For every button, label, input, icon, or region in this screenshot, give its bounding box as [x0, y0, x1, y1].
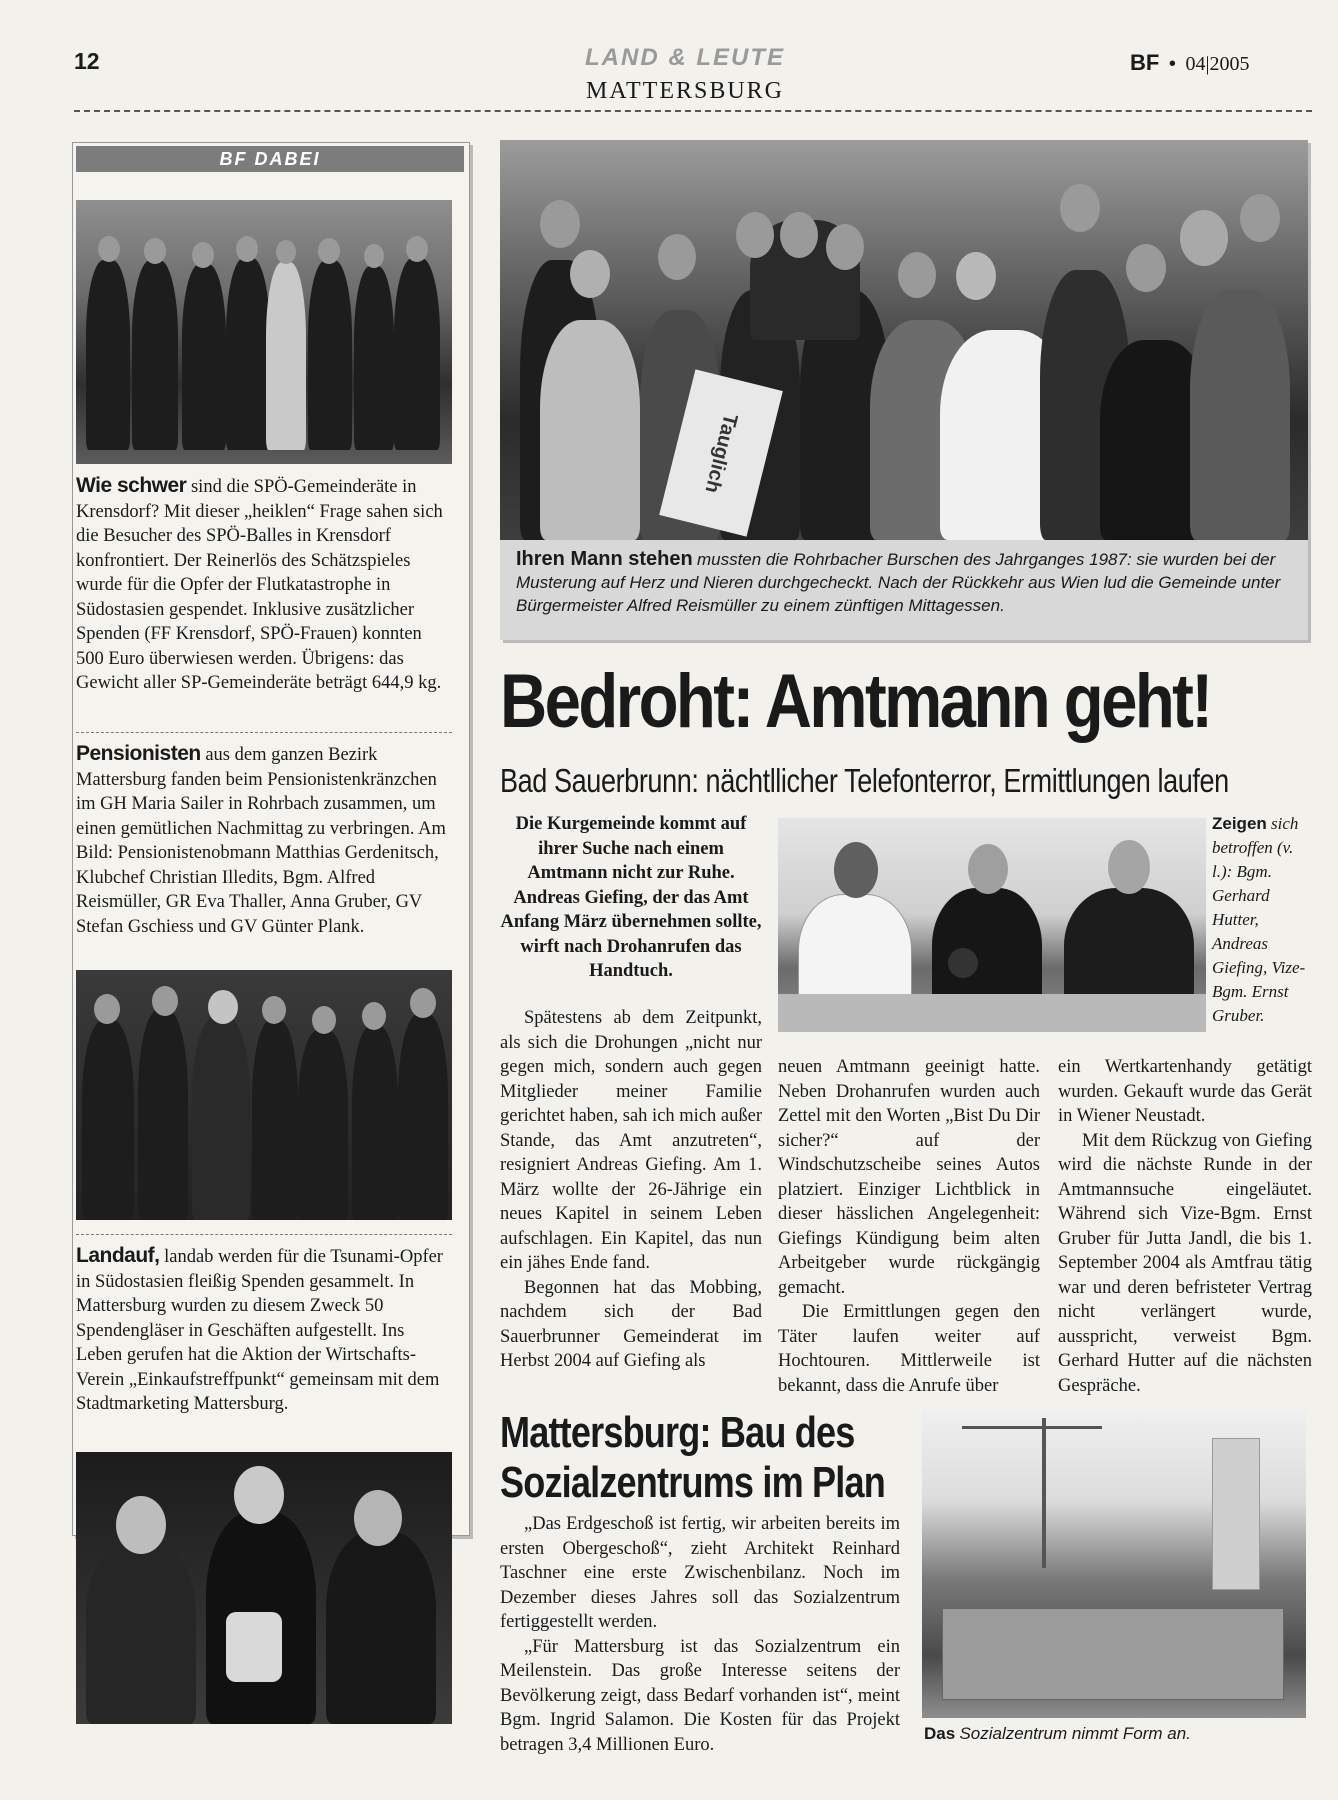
item1-text: sind die SPÖ-Gemeinderäte in Krensdorf? Mit dieser „heiklen“ Frage sahen sich die Besucher des SPÖ-Balles in Krensdorf konfrontiert. Der Reinerlös des Schätzspieles wurde für die Opfer der Flutkatastrophe in Südostasien gespendet. Inklusive zusätzlicher Spenden (FF Krensdorf, SPÖ-Frauen) konnten 500 Euro überwiesen werden. Übrigens: das Gewicht aller SP-Gemeinderäte beträgt 644,9 kg. [76, 477, 443, 693]
item3-text: landab werden für die Tsunami-Opfer in Südostasien fleißig Spenden gesammelt. In Mattersburg wurden zu diesem Zweck 50 Spendengläser in Geschäften aufgestellt. Ins Leben gerufen hat die Aktion der Wirtschafts-Verein „Einkaufstreffpunkt“ gemeinsam mit dem Stadtmarketing Mattersburg. [76, 1247, 443, 1414]
col3-para-2: Mit dem Rückzug von Giefing wird die nächste Runde in der Amtmannsuche eingeläutet. Während sich Vize-Bgm. Ernst Gruber für Jutta Jandl, die bis 1. September 2004 als Amtfrau tätig war und deren befristeter Vertrag nicht verlängert wurde, ausspricht, verweist Bgm. Gerhard Hutter auf die nächsten Gespräche. [1058, 1130, 1312, 1396]
caption-right-text: sich betroffen (v. l.): Bgm. Gerhard Hutter, Andreas Giefing, Vize-Bgm. Ernst Gruber. [1212, 814, 1306, 1025]
sidebar-banner: BF DABEI [76, 146, 464, 172]
issue-date: 04|2005 [1185, 53, 1250, 75]
second-headline-line-1: Mattersburg: Bau des [500, 1408, 855, 1457]
col2-para-1: neuen Amtmann geeinigt hatte. Neben Drohanrufen wurden auch Zettel mit den Worten „Bist Du Dir sicher?“ auf der Windschutzscheibe seines Autos platziert. Einziger Lichtblick in dieser hässlichen Angelegenheit: Giefings Kündigung beim alten Arbeitgeber wurde rückgängig gemacht. [778, 1057, 1040, 1298]
photo-bad-sauerbrunn [778, 818, 1206, 1032]
sozialzentrum-caption [924, 1724, 1308, 1744]
microphone-icon [948, 948, 978, 978]
top-caption-kicker: Ihren Mann stehen [516, 548, 693, 570]
item2-kicker: Pensionisten [76, 742, 201, 765]
crane-icon [1042, 1418, 1046, 1568]
item2-text: aus dem ganzen Bezirk Mattersburg fanden beim Pensionistenkränzchen im GH Maria Sailer in Rohrbach zusammen, um einen gemütlichen Nachmittag zu verbringen. Am Bild: Pensionistenobmann Matthias Gerdenitsch, Klubchef Christian Illedits, Bgm. Alfred Reismüller, GR Eva Thaller, Anna Gruber, GV Stefan Gschiess und GV Günter Plank. [76, 745, 446, 937]
subsection-title: MATTERSBURG [585, 78, 785, 104]
main-column-3 [1058, 1055, 1312, 1398]
sidebar-divider-1 [76, 732, 452, 733]
second-article-body [500, 1512, 900, 1757]
photo-spoe-ball [76, 200, 452, 464]
top-photo-caption [516, 548, 1296, 617]
sidebar-item-1 [76, 474, 452, 696]
main-headline: Bedroht: Amtmann geht! [500, 659, 1211, 744]
col1-para-1: Spätestens ab dem Zeitpunkt, als sich die Drohungen „nicht nur gegen mich, sondern auch gegen Mitglieder meiner Familie gerichtet haben, sah ich mich außer Stande, das Amt anzutreten“, resigniert Andreas Giefing. Am 1. März wollte der 26-Jährige ein neues Kapitel in seinem Leben aufschlagen. Ein Kapitel, das nun ein jähes Ende fand. [500, 1008, 762, 1273]
bullet: • [1168, 53, 1176, 75]
col3-para-1: ein Wertkartenhandy getätigt wurden. Gekauft wurde das Gerät in Wiener Neustadt. [1058, 1057, 1312, 1126]
col2-para-2: Die Ermittlungen gegen den Täter laufen weiter auf Hochtouren. Mittlerweile ist bekannt, dass die Anrufe über [778, 1302, 1040, 1396]
col1-para-2: Begonnen hat das Mobbing, nachdem sich der Bad Sauerbrunner Gemeinderat im Herbst 2004 auf Giefing als [500, 1277, 762, 1371]
sidebar-item-3 [76, 1244, 452, 1417]
second-para-2: „Für Mattersburg ist das Sozialzentrum ein Meilenstein. Das große Interesse seitens der Bevölkerung zeigt, dass Bedarf vorhanden ist“, meint Bgm. Ingrid Salamon. Die Kosten für das Projekt betragen 3,4 Millionen Euro. [500, 1636, 900, 1755]
donation-jar [226, 1612, 282, 1682]
sozial-caption-kicker: Das [924, 1724, 956, 1743]
second-para-1: „Das Erdgeschoß ist fertig, wir arbeiten bereits im ersten Obergeschoß“, zieht Architekt Reinhard Taschner eine erste Zwischenbilanz. Noch im Dezember dieses Jahres soll das Sozialzentrum fertiggestellt werden. [500, 1514, 900, 1632]
photo-caption-right [1212, 812, 1312, 1028]
second-headline-line-2: Sozialzentrums im Plan [500, 1458, 885, 1507]
issue-info [1130, 50, 1249, 76]
flag-text: Tauglich [700, 411, 742, 495]
caption-right-kicker: Zeigen [1212, 814, 1267, 833]
construction-site [942, 1608, 1284, 1700]
main-subheadline: Bad Sauerbrunn: nächtllicher Telefonterror, Ermittlungen laufen [500, 762, 1229, 799]
main-lead: Die Kurgemeinde kommt auf ihrer Suche nach einem Amtmann nicht zur Ruhe. Andreas Giefing, der das Amt Anfang März übernehmen sollte, wirft nach Drohanrufen das Handtuch. [500, 814, 762, 981]
header-divider [74, 110, 1312, 112]
photo-spendenglas [76, 1452, 452, 1724]
main-column-2 [778, 1055, 1040, 1398]
second-headline [500, 1408, 910, 1508]
section-title: LAND & LEUTE [585, 44, 785, 71]
table-surface [778, 994, 1206, 1032]
crane-arm [962, 1426, 1102, 1429]
sozial-caption-text: Sozialzentrum nimmt Form an. [959, 1724, 1191, 1743]
photo-sozialzentrum [922, 1408, 1306, 1718]
main-column-1 [500, 1006, 762, 1374]
brand-logo: BF [1130, 50, 1160, 75]
item3-kicker: Landauf, [76, 1244, 160, 1267]
sidebar-divider-2 [76, 1234, 452, 1235]
photo-rohrbach-burschen [500, 140, 1308, 540]
sidebar-item-2 [76, 742, 452, 939]
top-caption-text: mussten die Rohrbacher Burschen des Jahrganges 1987: sie wurden bei der Musterung auf Herz und Nieren durchgecheckt. Nach der Rückkehr aus Wien lud die Gemeinde unter Bürgermeister Alfred Reismüller zu einem zünftigen Mittagessen. [516, 550, 1281, 615]
item1-kicker: Wie schwer [76, 474, 187, 497]
page-number: 12 [74, 48, 100, 74]
photo-pensionisten [76, 970, 452, 1220]
tower-building [1212, 1438, 1260, 1590]
